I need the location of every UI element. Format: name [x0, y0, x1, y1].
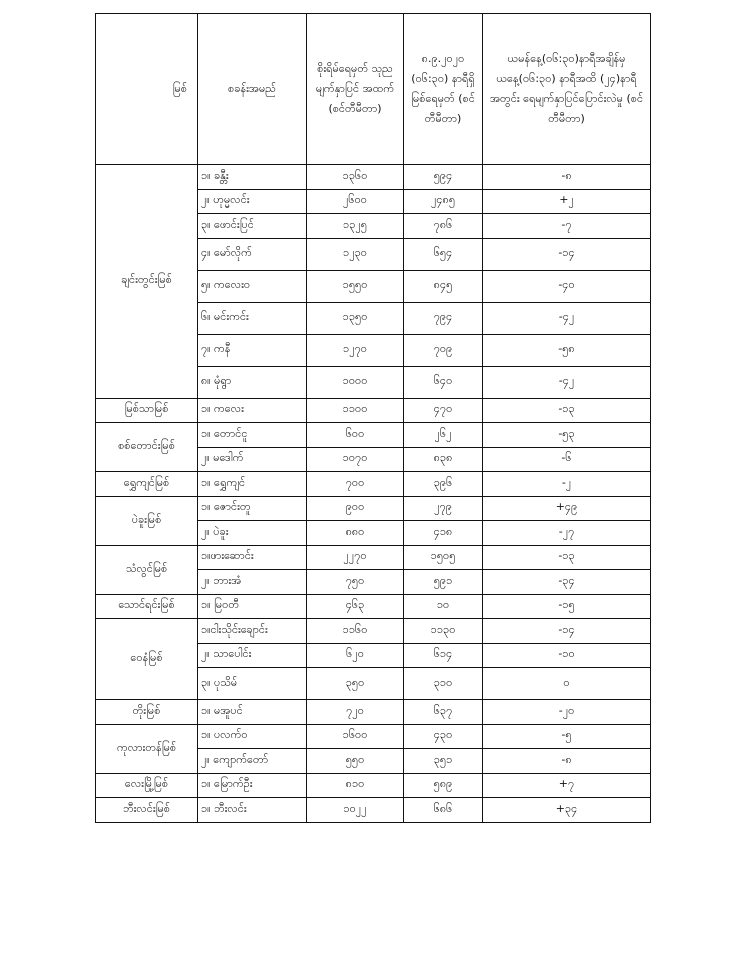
level-change-cell: -၂၇	[483, 521, 651, 546]
current-level-cell: ၆၅၄	[404, 238, 483, 270]
station-name-cell: ၇။ ကနီ	[198, 334, 307, 366]
current-level-cell: ၂၄၈၅	[404, 189, 483, 214]
level-change-cell: -၁၄	[483, 238, 651, 270]
level-change-cell: +၇	[483, 773, 651, 798]
current-level-cell: ၂၆၂	[404, 423, 483, 448]
river-name-cell: မြစ်သာမြစ်	[96, 398, 198, 423]
station-name-cell: ၂။ ဘားအံ	[198, 570, 307, 595]
river-name-cell: လေးမြို့မြစ်	[96, 773, 198, 798]
warning-level-cell: ၁၂၃၀	[307, 238, 404, 270]
warning-level-cell: ၂၆၀၀	[307, 189, 404, 214]
warning-level-cell: ၁၀၂၂	[307, 798, 404, 823]
level-change-cell: ၀	[483, 668, 651, 700]
table-row	[96, 545, 651, 570]
current-level-cell: ၄၁၈	[404, 521, 483, 546]
warning-level-cell: ၁၂၇၀	[307, 334, 404, 366]
river-name-cell: ချင်းတွင်းမြစ်	[96, 165, 198, 399]
warning-level-cell: ၁၃၆၀	[307, 165, 404, 190]
table-row	[96, 398, 651, 423]
level-change-cell: +၄၉	[483, 496, 651, 521]
level-change-cell: -၁၀	[483, 643, 651, 668]
header-station: စခန်းအမည်	[198, 14, 307, 165]
table-row	[96, 773, 651, 798]
level-change-cell: -၅	[483, 724, 651, 749]
table-row	[96, 798, 651, 823]
level-change-cell: +၂	[483, 189, 651, 214]
current-level-cell: ၈၃၈	[404, 447, 483, 472]
current-level-cell: ၇၀၉	[404, 334, 483, 366]
current-level-cell: ၃၉၆	[404, 472, 483, 497]
river-name-cell: စစ်တောင်းမြစ်	[96, 423, 198, 472]
station-name-cell: ၁။ ဇောင်းတူ	[198, 496, 307, 521]
current-level-cell: ၁၁၃၀	[404, 619, 483, 644]
current-level-cell: ၇၉၄	[404, 302, 483, 334]
current-level-cell: ၆၄၀	[404, 366, 483, 398]
header-row	[96, 14, 651, 165]
current-level-cell: ၃၁၀	[404, 668, 483, 700]
warning-level-cell: ၃၅၀	[307, 668, 404, 700]
station-name-cell: ၁။ ခန္တီး	[198, 165, 307, 190]
header-current-level: ၈.၉.၂၀၂၀ (၀၆:၃၀) နာရီရှိ မြစ်ရေမှတ် (စင်တီမီတာ)	[404, 14, 483, 165]
station-name-cell: ၃။ ပုသိမ်	[198, 668, 307, 700]
station-name-cell: ၂။ ဟုမ္မလင်း	[198, 189, 307, 214]
river-name-cell: ဝေနံမြစ်	[96, 619, 198, 700]
current-level-cell: ၃၅၁	[404, 749, 483, 774]
table-row	[96, 423, 651, 448]
warning-level-cell: ၁၀၀၀	[307, 366, 404, 398]
warning-level-cell: ၁၀၇၀	[307, 447, 404, 472]
level-change-cell: -၂	[483, 472, 651, 497]
station-name-cell: ၂။ မဒေါက်	[198, 447, 307, 472]
warning-level-cell: ၇၀၀	[307, 472, 404, 497]
warning-level-cell: ၁၅၅၀	[307, 270, 404, 302]
table-row	[96, 165, 651, 190]
level-change-cell: -၁၄	[483, 619, 651, 644]
header-river: မြစ်	[96, 14, 198, 165]
station-name-cell: ၁။ မြဝတီ	[198, 594, 307, 619]
table-header	[96, 14, 651, 165]
current-level-cell: ၆၃၇	[404, 700, 483, 725]
river-name-cell: ကုလားတန်မြစ်	[96, 724, 198, 773]
table-body	[96, 165, 651, 823]
level-change-cell: -၈	[483, 749, 651, 774]
station-name-cell: ၂။ ကျောက်တော်	[198, 749, 307, 774]
station-name-cell: ၁။ငါးသိုင်းချောင်း	[198, 619, 307, 644]
warning-level-cell: ၈၁၀	[307, 773, 404, 798]
station-name-cell: ၁။ ဘီးလင်း	[198, 798, 307, 823]
header-warning-level: စိုးရိမ်ရေမှတ် သုည မျက်နှာပြင် အထက် (စင်တီမီတာ)	[307, 14, 404, 165]
station-name-cell: ၃။ ဖောင်းပြင်	[198, 214, 307, 239]
level-change-cell: -၂၀	[483, 700, 651, 725]
current-level-cell: ၁၀	[404, 594, 483, 619]
warning-level-cell: ၄၆၃	[307, 594, 404, 619]
station-name-cell: ၁။ ရွှေကျင်	[198, 472, 307, 497]
river-name-cell: ပဲခူးမြစ်	[96, 496, 198, 545]
table-row	[96, 496, 651, 521]
current-level-cell: ၁၅၀၅	[404, 545, 483, 570]
warning-level-cell: ၁၆၀၀	[307, 724, 404, 749]
station-name-cell: ၁။ဖားဆောင်း	[198, 545, 307, 570]
level-change-cell: +၃၄	[483, 798, 651, 823]
warning-level-cell: ၅၅၀	[307, 749, 404, 774]
current-level-cell: ၅၉၁	[404, 570, 483, 595]
warning-level-cell: ၇၅၀	[307, 570, 404, 595]
station-name-cell: ၆။ မင်းကင်း	[198, 302, 307, 334]
warning-level-cell: ၆၀၀	[307, 423, 404, 448]
level-change-cell: -၇	[483, 214, 651, 239]
current-level-cell: ၆၁၄	[404, 643, 483, 668]
warning-level-cell: ၁၁၆၀	[307, 619, 404, 644]
table-row	[96, 724, 651, 749]
current-level-cell: ၆၈၆	[404, 798, 483, 823]
level-change-cell: -၁၃	[483, 398, 651, 423]
level-change-cell: -၃၄	[483, 570, 651, 595]
level-change-cell: -၈	[483, 165, 651, 190]
station-name-cell: ၄။ မော်လိုက်	[198, 238, 307, 270]
station-name-cell: ၈။ မုံရွာ	[198, 366, 307, 398]
station-name-cell: ၁။ တောင်ငူ	[198, 423, 307, 448]
current-level-cell: ၇၈၆	[404, 214, 483, 239]
level-change-cell: -၆	[483, 447, 651, 472]
station-name-cell: ၂။ သာပေါင်း	[198, 643, 307, 668]
current-level-cell: ၅၉၄	[404, 165, 483, 190]
warning-level-cell: ၁၁၀၀	[307, 398, 404, 423]
table-row	[96, 619, 651, 644]
current-level-cell: ၂၇၉	[404, 496, 483, 521]
station-name-cell: ၅။ ကလေးဝ	[198, 270, 307, 302]
river-name-cell: သံလွင်မြစ်	[96, 545, 198, 594]
warning-level-cell: ၉၀၀	[307, 496, 404, 521]
level-change-cell: -၅၃	[483, 423, 651, 448]
level-change-cell: -၄၂	[483, 302, 651, 334]
warning-level-cell: ၂၂၇၀	[307, 545, 404, 570]
river-name-cell: ရွှေကျင်မြစ်	[96, 472, 198, 497]
current-level-cell: ၄၇၀	[404, 398, 483, 423]
current-level-cell: ၈၄၅	[404, 270, 483, 302]
level-change-cell: -၅၈	[483, 334, 651, 366]
level-change-cell: -၁၅	[483, 594, 651, 619]
level-change-cell: -၄၀	[483, 270, 651, 302]
river-name-cell: သောင်ရင်းမြစ်	[96, 594, 198, 619]
current-level-cell: ၄၃၀	[404, 724, 483, 749]
level-change-cell: -၁၃	[483, 545, 651, 570]
river-name-cell: တိုးမြစ်	[96, 700, 198, 725]
station-name-cell: ၁။ မအူပင်	[198, 700, 307, 725]
current-level-cell: ၅၈၉	[404, 773, 483, 798]
table-row	[96, 594, 651, 619]
header-change-24h: ယမန်နေ့(၀၆:၃၀)နာရီအချိန်မှ ယနေ့(၀၆:၃၀) နာရီအထိ (၂၄)နာရီအတွင်း ရေမျက်နှာပြင်ပြောင်းလဲမှု (စင်တီမီတာ)	[483, 14, 651, 165]
warning-level-cell: ၆၂၀	[307, 643, 404, 668]
warning-level-cell: ၁၃၂၅	[307, 214, 404, 239]
station-name-cell: ၁။ မြောက်ဦး	[198, 773, 307, 798]
table-row	[96, 472, 651, 497]
river-name-cell: ဘီးလင်းမြစ်	[96, 798, 198, 823]
table-row	[96, 700, 651, 725]
warning-level-cell: ၈၈၀	[307, 521, 404, 546]
level-change-cell: -၄၂	[483, 366, 651, 398]
river-level-table	[95, 13, 651, 823]
station-name-cell: ၂။ ပဲခူး	[198, 521, 307, 546]
warning-level-cell: ၁၃၅၀	[307, 302, 404, 334]
warning-level-cell: ၇၂၀	[307, 700, 404, 725]
station-name-cell: ၁။ ကလေး	[198, 398, 307, 423]
station-name-cell: ၁။ ပလက်ဝ	[198, 724, 307, 749]
